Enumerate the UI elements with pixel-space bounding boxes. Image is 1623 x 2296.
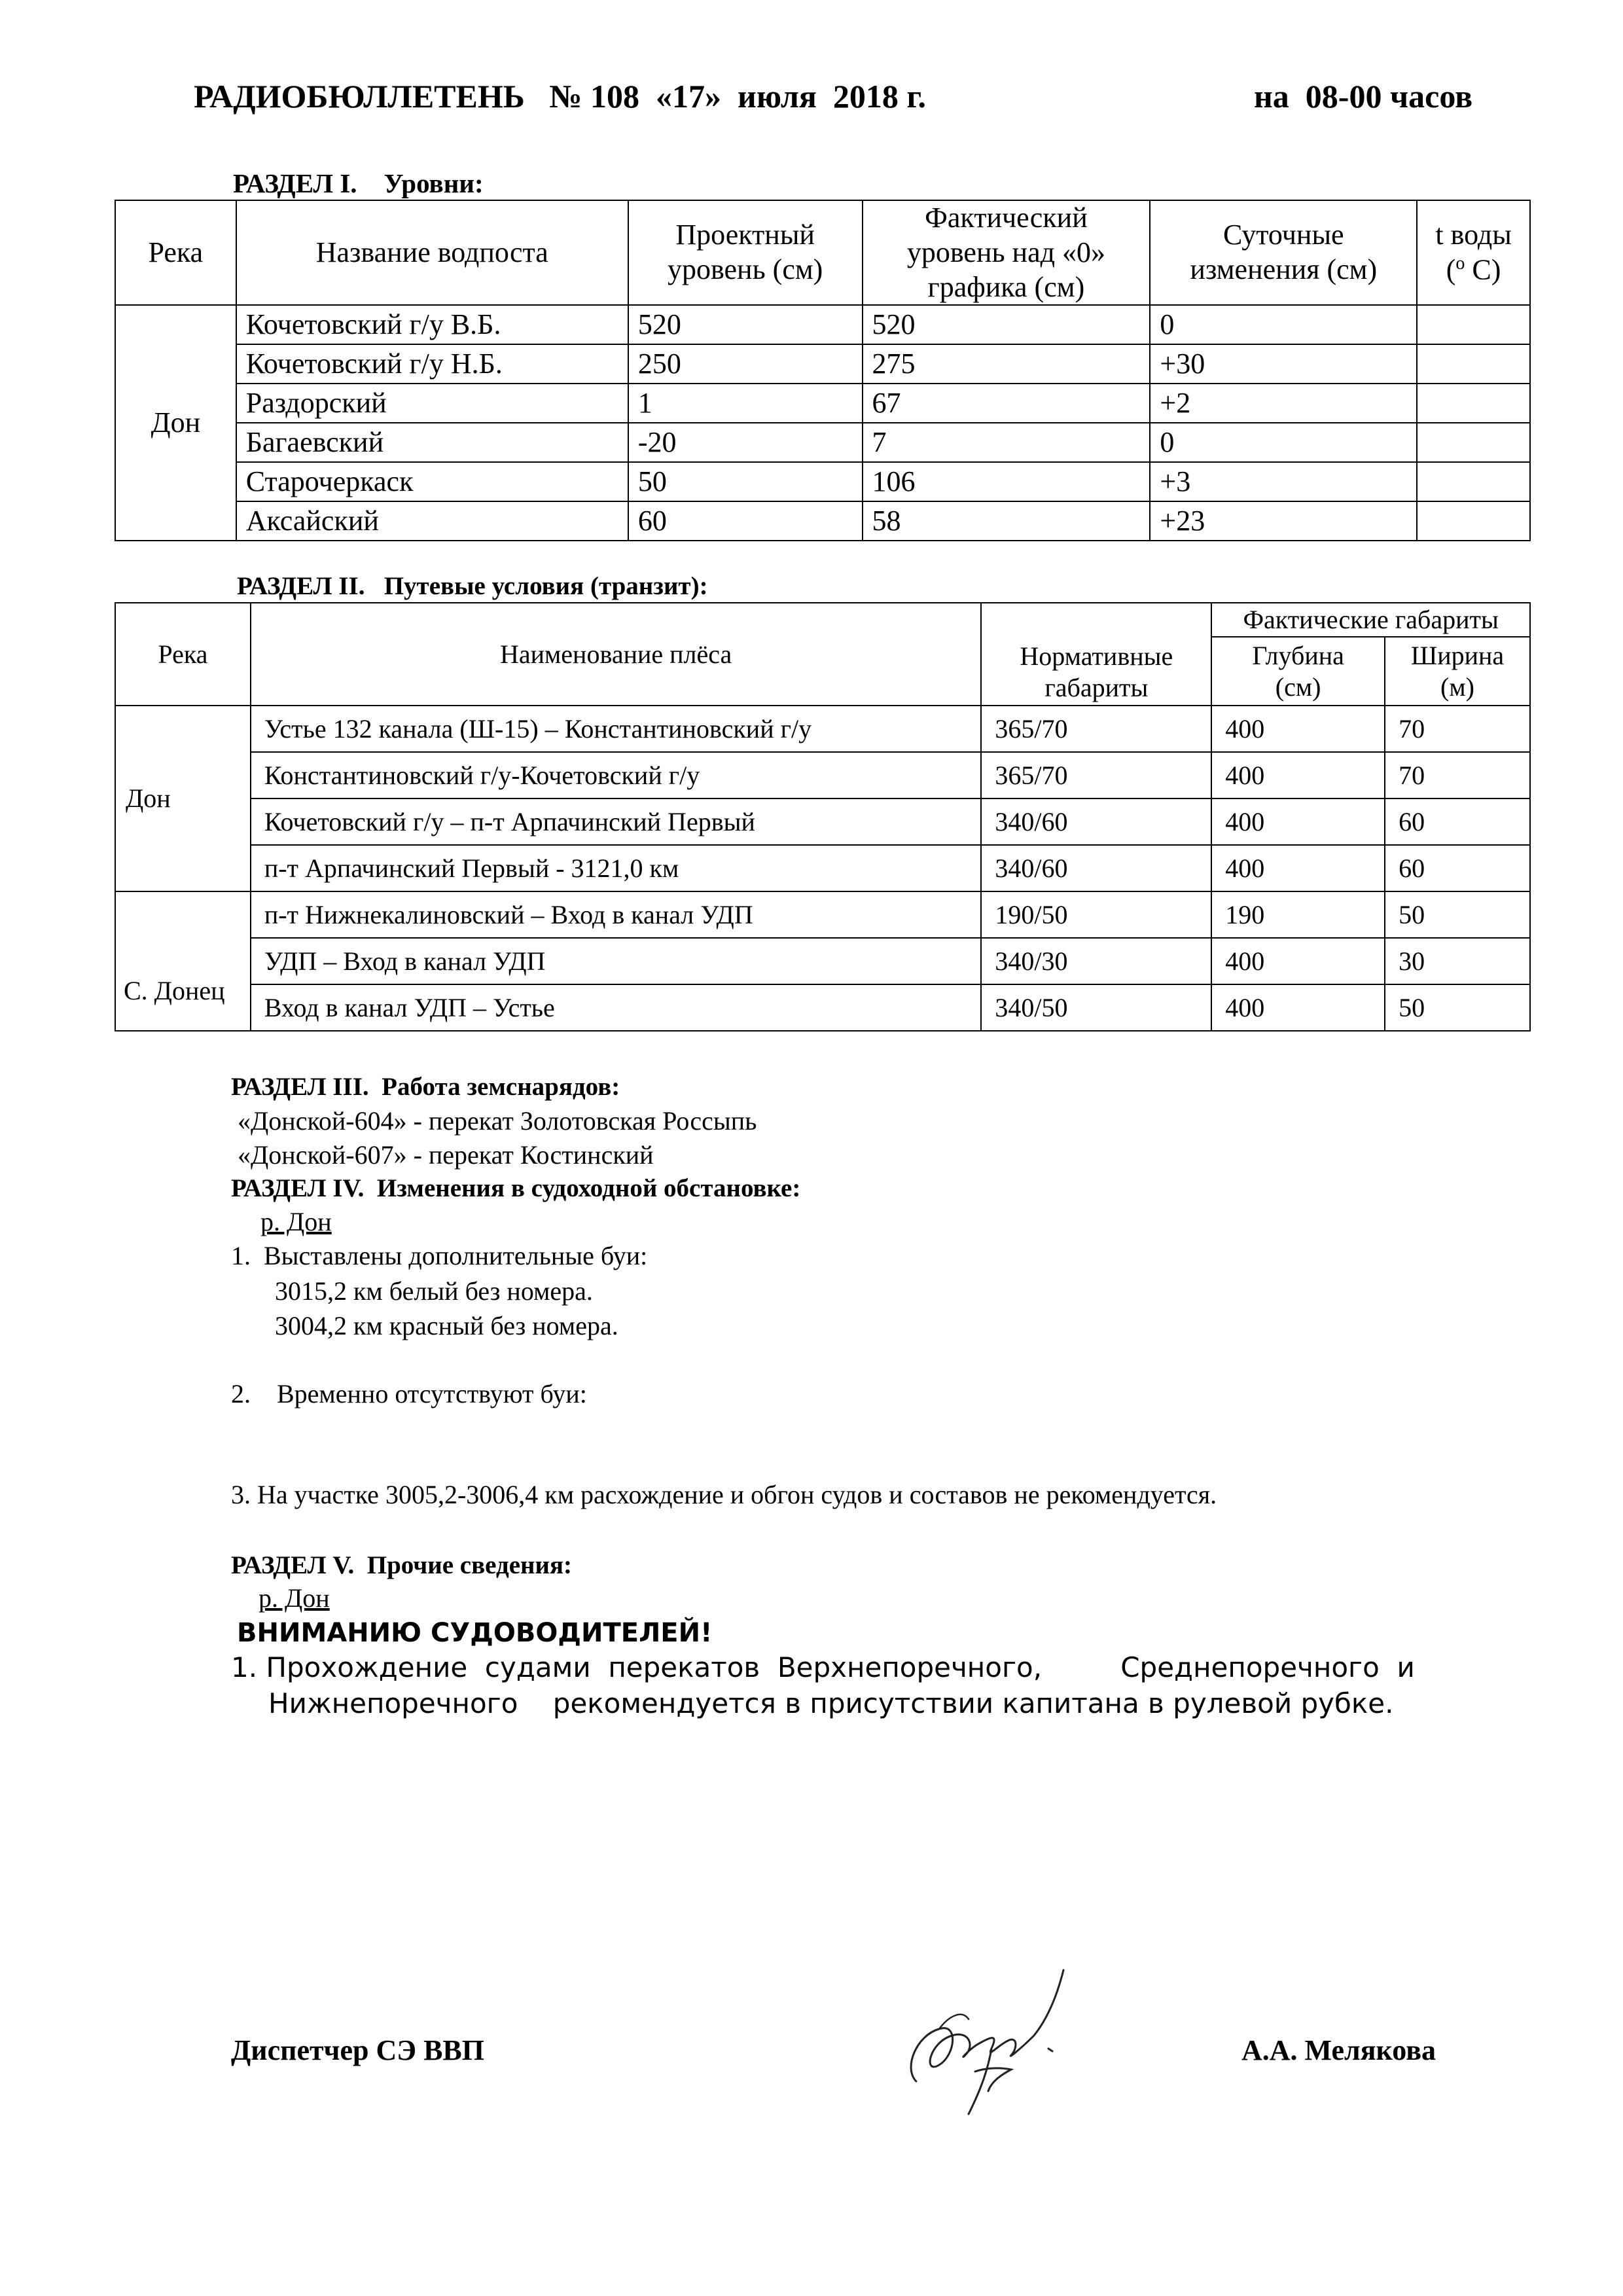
table-cell: 7 — [863, 423, 1150, 462]
table-cell: Константиновский г/у-Кочетовский г/у — [251, 752, 982, 798]
table-cell: п-т Нижнекалиновский – Вход в канал УДП — [251, 891, 982, 938]
col-width-label: Ширина (м) — [1410, 640, 1505, 702]
table-row — [115, 845, 1530, 891]
col-water-temp-label: t воды — [1435, 219, 1512, 251]
section-1-heading: РАЗДЕЛ I. Уровни: — [233, 168, 484, 198]
col-actual-dims: Фактические габариты — [1211, 603, 1530, 637]
river-label: р. Дон — [260, 1207, 332, 1236]
table-cell: 60 — [628, 501, 863, 541]
table-row — [115, 706, 1530, 752]
section-4-heading: РАЗДЕЛ IV. Изменения в судоходной обстановке: — [231, 1174, 801, 1202]
table-cell: Кочетовский г/у В.Б. — [236, 305, 628, 344]
dispatcher-name: А.А. Мелякова — [1241, 2034, 1436, 2066]
table-cell: 50 — [628, 462, 863, 501]
col-depth-label: Глубина (см) — [1252, 640, 1344, 702]
col-actual-level-label: Фактический уровень над «0» графика (см) — [906, 202, 1106, 303]
table-cell: 400 — [1211, 798, 1385, 845]
table-cell: Кочетовский г/у – п-т Арпачинский Первый — [251, 798, 982, 845]
table-cell: 190 — [1211, 891, 1385, 938]
table-cell: Вход в канал УДП – Устье — [251, 984, 982, 1031]
section-2-heading: РАЗДЕЛ II. Путевые условия (транзит): — [237, 572, 708, 600]
table-cell: п-т Арпачинский Первый - 3121,0 км — [251, 845, 982, 891]
dredger-line: «Донской-607» - перекат Костинский — [231, 1140, 654, 1170]
dispatcher-position: Диспетчер СЭ ВВП — [231, 2034, 484, 2066]
table-row — [115, 384, 1530, 423]
col-design-level — [628, 200, 863, 305]
river-name: Дон — [115, 706, 251, 891]
col-river: Река — [115, 200, 236, 305]
table-cell: +30 — [1150, 344, 1417, 384]
signature-image — [877, 1957, 1086, 2127]
table-cell: 520 — [863, 305, 1150, 344]
table-row — [115, 798, 1530, 845]
table-cell: Аксайский — [236, 501, 628, 541]
table-cell: 400 — [1211, 752, 1385, 798]
col-normative-dims — [981, 603, 1211, 706]
table-cell: Старочеркаск — [236, 462, 628, 501]
table-cell: +23 — [1150, 501, 1417, 541]
table-cell: 275 — [863, 344, 1150, 384]
table-cell: 365/70 — [981, 752, 1211, 798]
col-reach-name: Наименование плёса — [251, 603, 982, 706]
levels-table — [115, 200, 1531, 541]
bulletin-time: на 08-00 часов — [1254, 78, 1473, 115]
table-cell: Багаевский — [236, 423, 628, 462]
col-depth — [1211, 637, 1385, 706]
table-cell: 50 — [1385, 891, 1530, 938]
table-cell: УДП – Вход в канал УДП — [251, 938, 982, 984]
table-cell: 400 — [1211, 984, 1385, 1031]
table-cell: 400 — [1211, 938, 1385, 984]
table-cell: 106 — [863, 462, 1150, 501]
table-cell: -20 — [628, 423, 863, 462]
dredger-line: «Донской-604» - перекат Золотовская Россыпь — [231, 1106, 757, 1136]
table-cell: 400 — [1211, 845, 1385, 891]
table-row — [115, 891, 1530, 938]
col-gauge-name: Название водпоста — [236, 200, 628, 305]
col-daily-change-label: Суточные изменения (см) — [1190, 219, 1378, 286]
table-cell — [1417, 423, 1530, 462]
attention-heading: ВНИМАНИЮ СУДОВОДИТЕЛЕЙ! — [237, 1618, 713, 1648]
route-conditions-table — [115, 602, 1531, 1031]
table-cell: Устье 132 канала (Ш-15) – Константиновский г/у — [251, 706, 982, 752]
table-cell: Кочетовский г/у Н.Б. — [236, 344, 628, 384]
table-cell: 340/60 — [981, 798, 1211, 845]
table-cell: Раздорский — [236, 384, 628, 423]
col-river: Река — [115, 603, 251, 706]
notice-item-2: 2. Временно отсутствуют буи: — [231, 1379, 587, 1408]
table-cell: 60 — [1385, 798, 1530, 845]
table-cell: 30 — [1385, 938, 1530, 984]
table-cell — [1417, 344, 1530, 384]
river-name: С. Донец — [115, 891, 251, 1031]
col-design-level-label: Проектный уровень (см) — [668, 219, 823, 286]
table-row — [115, 984, 1530, 1031]
table-cell: 520 — [628, 305, 863, 344]
table-row — [115, 501, 1530, 541]
table-cell — [1417, 305, 1530, 344]
table-cell — [1417, 384, 1530, 423]
table-cell: 58 — [863, 501, 1150, 541]
table-cell — [1417, 462, 1530, 501]
notice-line: Нижнепоречного рекомендуется в присутствии капитана в рулевой рубке. — [268, 1687, 1394, 1719]
table-cell: 340/50 — [981, 984, 1211, 1031]
table-cell: 400 — [1211, 706, 1385, 752]
table-row — [115, 938, 1530, 984]
col-width — [1385, 637, 1530, 706]
table-cell: 70 — [1385, 752, 1530, 798]
buoy-line: 3015,2 км белый без номера. — [275, 1276, 593, 1306]
section-3-heading: РАЗДЕЛ III. Работа земснарядов: — [231, 1073, 620, 1101]
table-cell: 67 — [863, 384, 1150, 423]
table-cell: 365/70 — [981, 706, 1211, 752]
river-name: Дон — [115, 305, 236, 541]
table-cell: 1 — [628, 384, 863, 423]
table-cell: 340/60 — [981, 845, 1211, 891]
table-cell — [1417, 501, 1530, 541]
notice-item-1: 1. Выставлены дополнительные буи: — [231, 1241, 648, 1270]
col-actual-level — [863, 200, 1150, 305]
table-cell: 250 — [628, 344, 863, 384]
levels-header-row — [115, 200, 1530, 305]
notice-item-3: 3. На участке 3005,2-3006,4 км расхождение и обгон судов и составов не рекомендуется. — [231, 1480, 1217, 1509]
table-cell: 0 — [1150, 305, 1417, 344]
table-row — [115, 752, 1530, 798]
table-cell: 60 — [1385, 845, 1530, 891]
notice-line: 1. Прохождение судами перекатов Верхнепоречного, Среднепоречного и — [231, 1651, 1415, 1683]
table-cell: 70 — [1385, 706, 1530, 752]
table-row — [115, 462, 1530, 501]
table-row — [115, 344, 1530, 384]
table-row — [115, 423, 1530, 462]
table-cell: 190/50 — [981, 891, 1211, 938]
table-cell: 0 — [1150, 423, 1417, 462]
section-5-heading: РАЗДЕЛ V. Прочие сведения: — [231, 1551, 573, 1579]
river-label: р. Дон — [259, 1583, 330, 1613]
table-row — [115, 305, 1530, 344]
col-water-temp — [1417, 200, 1530, 305]
col-normative-dims-label: Нормативные габариты — [1020, 641, 1173, 702]
col-water-temp-unit: ($^o$ C) — [1446, 253, 1501, 286]
table-cell: 50 — [1385, 984, 1530, 1031]
buoy-line: 3004,2 км красный без номера. — [275, 1311, 618, 1340]
route-header-row-1 — [115, 603, 1530, 637]
bulletin-header — [0, 77, 1623, 136]
bulletin-title: РАДИОБЮЛЛЕТЕНЬ № 108 «17» июля 2018 г. — [194, 78, 926, 115]
table-cell: 340/30 — [981, 938, 1211, 984]
table-cell: +2 — [1150, 384, 1417, 423]
table-cell: +3 — [1150, 462, 1417, 501]
col-daily-change — [1150, 200, 1417, 305]
